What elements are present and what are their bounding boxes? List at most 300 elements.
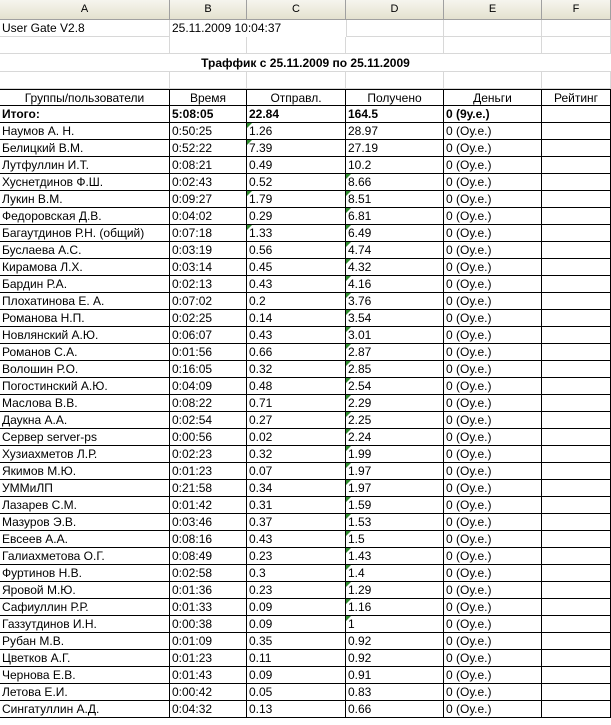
number-stored-as-text-indicator-icon [346, 480, 351, 485]
received-cell[interactable] [346, 395, 444, 412]
time-cell[interactable]: 0:01:09 [170, 633, 247, 650]
received-cell-value: 2.85 [348, 362, 372, 376]
rating-cell[interactable] [542, 599, 611, 616]
user-name-cell[interactable]: Хуснетдинов Ф.Ш. [0, 174, 170, 191]
header-money[interactable]: Деньги [444, 89, 542, 106]
money-cell[interactable]: 0 (Оу.е.) [444, 514, 542, 531]
time-cell[interactable]: 0:01:23 [170, 463, 247, 480]
received-cell[interactable] [346, 378, 444, 395]
empty-cell[interactable] [542, 37, 611, 54]
money-cell[interactable]: 0 (Оу.е.) [444, 191, 542, 208]
money-cell[interactable]: 0 (Оу.е.) [444, 378, 542, 395]
sent-cell[interactable]: 0.29 [247, 208, 346, 225]
user-name-cell[interactable]: УММиЛП [0, 480, 170, 497]
sent-cell[interactable]: 0.14 [247, 310, 346, 327]
sent-cell[interactable] [247, 191, 346, 208]
empty-cell[interactable] [346, 20, 444, 37]
received-cell-value: 2.24 [348, 430, 372, 444]
total-label[interactable]: Итого: [0, 106, 170, 123]
sent-cell-value: 7.39 [249, 141, 273, 155]
user-name-cell[interactable]: Плохатинова Е. А. [0, 293, 170, 310]
number-stored-as-text-indicator-icon [247, 123, 252, 128]
table-row [0, 667, 611, 684]
column-header-f[interactable]: F [542, 0, 611, 19]
rating-cell[interactable] [542, 616, 611, 633]
number-stored-as-text-indicator-icon [346, 378, 351, 383]
user-name-cell[interactable]: Хузиахметов Л.Р. [0, 446, 170, 463]
sent-cell[interactable]: 0.2 [247, 293, 346, 310]
time-cell[interactable]: 0:07:02 [170, 293, 247, 310]
user-name-cell[interactable]: Галиахметова О.Г. [0, 548, 170, 565]
table-row [0, 344, 611, 361]
rating-cell[interactable] [542, 123, 611, 140]
rating-cell[interactable] [542, 446, 611, 463]
sent-cell[interactable]: 0.27 [247, 412, 346, 429]
money-cell[interactable]: 0 (Оу.е.) [444, 565, 542, 582]
user-name-cell[interactable]: Бардин Р.А. [0, 276, 170, 293]
sent-cell[interactable]: 0.52 [247, 174, 346, 191]
sent-cell[interactable]: 0.56 [247, 242, 346, 259]
received-cell-value: 8.66 [348, 175, 372, 189]
received-cell[interactable]: 0.92 [346, 633, 444, 650]
time-cell[interactable]: 0:00:38 [170, 616, 247, 633]
money-cell[interactable]: 0 (Оу.е.) [444, 395, 542, 412]
table-row [0, 531, 611, 548]
sent-cell[interactable]: 0.49 [247, 157, 346, 174]
number-stored-as-text-indicator-icon [346, 310, 351, 315]
rating-cell[interactable] [542, 582, 611, 599]
number-stored-as-text-indicator-icon [346, 446, 351, 451]
empty-cell[interactable] [542, 72, 611, 89]
total-money[interactable]: 0 (9у.е.) [444, 106, 542, 123]
time-cell[interactable]: 0:03:14 [170, 259, 247, 276]
number-stored-as-text-indicator-icon [346, 565, 351, 570]
user-name-cell[interactable]: Якимов М.Ю. [0, 463, 170, 480]
money-cell[interactable]: 0 (Оу.е.) [444, 497, 542, 514]
total-rating[interactable] [542, 106, 611, 123]
time-cell[interactable]: 0:09:27 [170, 191, 247, 208]
sent-cell[interactable]: 0.3 [247, 565, 346, 582]
time-cell[interactable]: 0:02:23 [170, 446, 247, 463]
user-name-cell[interactable]: Буслаева А.С. [0, 242, 170, 259]
received-cell[interactable] [346, 344, 444, 361]
sent-cell[interactable]: 0.32 [247, 361, 346, 378]
rating-cell[interactable] [542, 259, 611, 276]
received-cell[interactable]: 0.91 [346, 667, 444, 684]
received-cell-value: 3.76 [348, 294, 372, 308]
rating-cell[interactable] [542, 395, 611, 412]
rating-cell[interactable] [542, 667, 611, 684]
rating-cell[interactable] [542, 344, 611, 361]
sent-cell[interactable]: 0.09 [247, 616, 346, 633]
user-name-cell[interactable]: Наумов А. Н. [0, 123, 170, 140]
column-header-a[interactable]: A [0, 0, 170, 19]
user-name-cell[interactable]: Маслова В.В. [0, 395, 170, 412]
money-cell[interactable]: 0 (Оу.е.) [444, 633, 542, 650]
time-cell[interactable]: 0:04:09 [170, 378, 247, 395]
money-cell[interactable]: 0 (Оу.е.) [444, 701, 542, 718]
total-sent[interactable]: 22.84 [247, 106, 346, 123]
received-cell-value: 4.74 [348, 243, 372, 257]
rating-cell[interactable] [542, 157, 611, 174]
time-cell[interactable]: 0:50:25 [170, 123, 247, 140]
received-cell[interactable] [346, 514, 444, 531]
user-name-cell[interactable]: Погостинский А.Ю. [0, 378, 170, 395]
table-row [0, 650, 611, 667]
money-cell[interactable]: 0 (Оу.е.) [444, 582, 542, 599]
table-row [0, 548, 611, 565]
user-name-cell[interactable]: Сафиуллин Р.Р. [0, 599, 170, 616]
table-row [0, 361, 611, 378]
money-cell[interactable]: 0 (Оу.е.) [444, 548, 542, 565]
time-cell[interactable]: 0:03:46 [170, 514, 247, 531]
datetime-cell[interactable]: 25.11.2009 10:04:37 [172, 21, 282, 35]
table-row [0, 276, 611, 293]
user-name-cell[interactable]: Романов С.А. [0, 344, 170, 361]
user-name-cell[interactable]: Даукна А.А. [0, 412, 170, 429]
received-cell[interactable] [346, 259, 444, 276]
received-cell[interactable] [346, 446, 444, 463]
sent-cell[interactable]: 0.48 [247, 378, 346, 395]
money-cell[interactable]: 0 (Оу.е.) [444, 157, 542, 174]
rating-cell[interactable] [542, 684, 611, 701]
number-stored-as-text-indicator-icon [346, 463, 351, 468]
empty-cell[interactable] [444, 20, 542, 37]
sent-cell[interactable]: 0.09 [247, 667, 346, 684]
header-rating[interactable]: Рейтинг [542, 89, 611, 106]
empty-cell[interactable] [346, 72, 444, 89]
money-cell[interactable]: 0 (Оу.е.) [444, 531, 542, 548]
money-cell[interactable]: 0 (Оу.е.) [444, 123, 542, 140]
sent-cell[interactable]: 0.07 [247, 463, 346, 480]
received-cell[interactable]: 28.97 [346, 123, 444, 140]
number-stored-as-text-indicator-icon [346, 412, 351, 417]
blank-row [0, 37, 611, 54]
money-cell[interactable]: 0 (Оу.е.) [444, 667, 542, 684]
time-cell[interactable]: 0:01:23 [170, 650, 247, 667]
received-cell[interactable] [346, 191, 444, 208]
received-cell[interactable] [346, 531, 444, 548]
table-row [0, 395, 611, 412]
header-received[interactable]: Получено [346, 89, 444, 106]
column-header-d[interactable]: D [346, 0, 444, 19]
sent-cell[interactable] [247, 140, 346, 157]
money-cell[interactable]: 0 (Оу.е.) [444, 650, 542, 667]
time-cell[interactable]: 0:04:32 [170, 701, 247, 718]
received-cell[interactable] [346, 242, 444, 259]
time-cell[interactable]: 0:04:02 [170, 208, 247, 225]
table-row [0, 684, 611, 701]
user-name-cell[interactable]: Газзутдинов И.Н. [0, 616, 170, 633]
time-cell[interactable]: 0:08:49 [170, 548, 247, 565]
header-groups-users[interactable]: Группы/пользователи [0, 89, 170, 106]
number-stored-as-text-indicator-icon [346, 395, 351, 400]
rating-cell[interactable] [542, 276, 611, 293]
rating-cell[interactable] [542, 701, 611, 718]
table-row [0, 480, 611, 497]
received-cell[interactable] [346, 310, 444, 327]
header-time[interactable]: Время [170, 89, 247, 106]
empty-cell[interactable] [444, 37, 542, 54]
user-name-cell[interactable]: Летова Е.И. [0, 684, 170, 701]
user-name-cell[interactable]: Федоровская Д.В. [0, 208, 170, 225]
received-cell[interactable]: 0.66 [346, 701, 444, 718]
received-cell-value: 1.29 [348, 583, 372, 597]
number-stored-as-text-indicator-icon [346, 327, 351, 332]
received-cell[interactable] [346, 412, 444, 429]
received-cell[interactable] [346, 429, 444, 446]
rating-cell[interactable] [542, 463, 611, 480]
user-name-cell[interactable]: Лутфуллин И.Т. [0, 157, 170, 174]
sent-cell[interactable]: 0.31 [247, 497, 346, 514]
table-header-row [0, 89, 611, 106]
rating-cell[interactable] [542, 548, 611, 565]
rating-cell[interactable] [542, 327, 611, 344]
received-cell[interactable]: 27.19 [346, 140, 444, 157]
sent-cell[interactable]: 0.43 [247, 276, 346, 293]
table-row [0, 123, 611, 140]
empty-cell[interactable] [346, 37, 444, 54]
number-stored-as-text-indicator-icon [247, 140, 252, 145]
sent-cell[interactable]: 0.05 [247, 684, 346, 701]
money-cell[interactable]: 0 (Оу.е.) [444, 361, 542, 378]
received-cell[interactable] [346, 208, 444, 225]
received-cell[interactable] [346, 599, 444, 616]
sent-cell[interactable]: 0.66 [247, 344, 346, 361]
rating-cell[interactable] [542, 378, 611, 395]
sent-cell[interactable]: 0.37 [247, 514, 346, 531]
empty-cell[interactable] [542, 20, 611, 37]
user-name-cell[interactable]: Белицкий В.М. [0, 140, 170, 157]
money-cell[interactable]: 0 (Оу.е.) [444, 225, 542, 242]
time-cell[interactable]: 0:01:56 [170, 344, 247, 361]
received-cell[interactable]: 0.83 [346, 684, 444, 701]
received-cell[interactable] [346, 174, 444, 191]
time-cell[interactable]: 0:21:58 [170, 480, 247, 497]
received-cell[interactable] [346, 361, 444, 378]
empty-cell[interactable] [170, 72, 247, 89]
received-cell[interactable] [346, 225, 444, 242]
user-name-cell[interactable]: Фуртинов Н.В. [0, 565, 170, 582]
sent-cell[interactable] [247, 123, 346, 140]
empty-cell[interactable] [247, 72, 346, 89]
rating-cell[interactable] [542, 480, 611, 497]
table-row [0, 582, 611, 599]
sent-cell[interactable]: 0.35 [247, 633, 346, 650]
user-name-cell[interactable]: Сингатуллин А.Д. [0, 701, 170, 718]
app-name-cell[interactable]: User Gate V2.8 [0, 20, 170, 37]
time-cell[interactable]: 0:02:43 [170, 174, 247, 191]
time-cell[interactable]: 0:02:25 [170, 310, 247, 327]
rating-cell[interactable] [542, 565, 611, 582]
user-name-cell[interactable]: Лазарев С.М. [0, 497, 170, 514]
sent-cell[interactable]: 0.71 [247, 395, 346, 412]
time-cell[interactable]: 0:52:22 [170, 140, 247, 157]
empty-cell[interactable] [247, 37, 346, 54]
time-cell[interactable]: 0:01:33 [170, 599, 247, 616]
received-cell[interactable] [346, 463, 444, 480]
received-cell-value: 1.53 [348, 515, 372, 529]
sent-cell[interactable]: 0.43 [247, 531, 346, 548]
rating-cell[interactable] [542, 293, 611, 310]
received-cell[interactable] [346, 293, 444, 310]
user-name-cell[interactable]: Кирамова Л.Х. [0, 259, 170, 276]
user-name-cell[interactable]: Мазуров Э.В. [0, 514, 170, 531]
total-received[interactable]: 164.5 [346, 106, 444, 123]
money-cell[interactable]: 0 (Оу.е.) [444, 616, 542, 633]
rating-cell[interactable] [542, 497, 611, 514]
sent-cell[interactable]: 0.09 [247, 599, 346, 616]
money-cell[interactable]: 0 (Оу.е.) [444, 208, 542, 225]
money-cell[interactable]: 0 (Оу.е.) [444, 276, 542, 293]
sent-cell[interactable]: 0.02 [247, 429, 346, 446]
user-name-cell[interactable]: Цветков А.Г. [0, 650, 170, 667]
money-cell[interactable]: 0 (Оу.е.) [444, 293, 542, 310]
empty-cell[interactable] [0, 72, 170, 89]
money-cell[interactable]: 0 (Оу.е.) [444, 344, 542, 361]
table-row [0, 157, 611, 174]
time-cell[interactable]: 0:01:36 [170, 582, 247, 599]
received-cell[interactable]: 0.92 [346, 650, 444, 667]
number-stored-as-text-indicator-icon [346, 225, 351, 230]
user-name-cell[interactable]: Романова Н.П. [0, 310, 170, 327]
received-cell[interactable] [346, 616, 444, 633]
rating-cell[interactable] [542, 650, 611, 667]
rating-cell[interactable] [542, 225, 611, 242]
time-cell[interactable]: 0:16:05 [170, 361, 247, 378]
time-cell[interactable]: 0:00:42 [170, 684, 247, 701]
money-cell[interactable]: 0 (Оу.е.) [444, 599, 542, 616]
sent-cell[interactable]: 0.43 [247, 327, 346, 344]
rating-cell[interactable] [542, 174, 611, 191]
sent-cell-value: 1.79 [249, 192, 273, 206]
rating-cell[interactable] [542, 191, 611, 208]
user-name-cell[interactable]: Яровой М.Ю. [0, 582, 170, 599]
received-cell[interactable] [346, 565, 444, 582]
user-name-cell[interactable]: Волошин Р.О. [0, 361, 170, 378]
time-cell[interactable]: 0:08:22 [170, 395, 247, 412]
sent-cell[interactable]: 0.11 [247, 650, 346, 667]
received-cell-value: 4.16 [348, 277, 372, 291]
table-row [0, 633, 611, 650]
rating-cell[interactable] [542, 514, 611, 531]
number-stored-as-text-indicator-icon [346, 599, 351, 604]
money-cell[interactable]: 0 (Оу.е.) [444, 242, 542, 259]
rating-cell[interactable] [542, 242, 611, 259]
number-stored-as-text-indicator-icon [346, 616, 351, 621]
received-cell-value: 2.25 [348, 413, 372, 427]
received-cell[interactable] [346, 582, 444, 599]
received-cell[interactable] [346, 276, 444, 293]
empty-cell[interactable] [170, 37, 247, 54]
money-cell[interactable]: 0 (Оу.е.) [444, 684, 542, 701]
time-cell[interactable]: 0:08:16 [170, 531, 247, 548]
time-cell[interactable]: 0:06:07 [170, 327, 247, 344]
number-stored-as-text-indicator-icon [346, 361, 351, 366]
user-name-cell[interactable]: Рубан М.В. [0, 633, 170, 650]
rating-cell[interactable] [542, 531, 611, 548]
received-cell-value: 4.32 [348, 260, 372, 274]
column-header-e[interactable]: E [444, 0, 542, 19]
table-row [0, 565, 611, 582]
time-cell[interactable]: 0:07:18 [170, 225, 247, 242]
received-cell[interactable] [346, 327, 444, 344]
time-cell[interactable]: 0:01:43 [170, 667, 247, 684]
column-header-c[interactable]: C [247, 0, 346, 19]
money-cell[interactable]: 0 (Оу.е.) [444, 480, 542, 497]
table-row [0, 259, 611, 276]
rating-cell[interactable] [542, 412, 611, 429]
money-cell[interactable]: 0 (Оу.е.) [444, 446, 542, 463]
user-name-cell[interactable]: Новлянский А.Ю. [0, 327, 170, 344]
user-name-cell[interactable]: Багаутдинов Р.Н. (общий) [0, 225, 170, 242]
rating-cell[interactable] [542, 633, 611, 650]
table-row [0, 429, 611, 446]
sent-cell[interactable] [247, 225, 346, 242]
user-name-cell[interactable]: Лукин В.М. [0, 191, 170, 208]
time-cell[interactable]: 0:00:56 [170, 429, 247, 446]
number-stored-as-text-indicator-icon [346, 191, 351, 196]
empty-cell[interactable] [444, 72, 542, 89]
user-name-cell[interactable]: Чернова Е.В. [0, 667, 170, 684]
received-cell-value: 3.01 [348, 328, 372, 342]
rating-cell[interactable] [542, 310, 611, 327]
report-title[interactable]: Траффик с 25.11.2009 по 25.11.2009 [0, 54, 611, 72]
table-row [0, 140, 611, 157]
header-sent[interactable]: Отправл. [247, 89, 346, 106]
money-cell[interactable]: 0 (Оу.е.) [444, 259, 542, 276]
money-cell[interactable]: 0 (Оу.е.) [444, 174, 542, 191]
received-cell[interactable] [346, 497, 444, 514]
title-row [0, 54, 611, 72]
user-name-cell[interactable]: Евсеев А.А. [0, 531, 170, 548]
time-cell[interactable]: 0:03:19 [170, 242, 247, 259]
sent-cell[interactable]: 0.23 [247, 548, 346, 565]
column-header-b[interactable]: B [170, 0, 247, 19]
money-cell[interactable]: 0 (Оу.е.) [444, 310, 542, 327]
user-name-cell[interactable]: Сервер server-ps [0, 429, 170, 446]
money-cell[interactable]: 0 (Оу.е.) [444, 327, 542, 344]
time-cell[interactable]: 0:08:21 [170, 157, 247, 174]
rating-cell[interactable] [542, 140, 611, 157]
time-cell[interactable]: 0:02:13 [170, 276, 247, 293]
table-row [0, 497, 611, 514]
received-cell-value: 1.97 [348, 481, 372, 495]
received-cell[interactable] [346, 480, 444, 497]
time-cell[interactable]: 0:01:42 [170, 497, 247, 514]
sent-cell[interactable]: 0.23 [247, 582, 346, 599]
sent-cell[interactable]: 0.13 [247, 701, 346, 718]
empty-cell[interactable] [0, 37, 170, 54]
table-row [0, 293, 611, 310]
money-cell[interactable]: 0 (Оу.е.) [444, 412, 542, 429]
money-cell[interactable]: 0 (Оу.е.) [444, 140, 542, 157]
received-cell[interactable]: 10.2 [346, 157, 444, 174]
rating-cell[interactable] [542, 429, 611, 446]
rating-cell[interactable] [542, 361, 611, 378]
rating-cell[interactable] [542, 208, 611, 225]
sent-cell[interactable]: 0.34 [247, 480, 346, 497]
received-cell[interactable] [346, 548, 444, 565]
sent-cell[interactable]: 0.32 [247, 446, 346, 463]
money-cell[interactable]: 0 (Оу.е.) [444, 429, 542, 446]
sent-cell[interactable]: 0.45 [247, 259, 346, 276]
total-time[interactable]: 5:08:05 [170, 106, 247, 123]
time-cell[interactable]: 0:02:54 [170, 412, 247, 429]
time-cell[interactable]: 0:02:58 [170, 565, 247, 582]
column-header-bar [0, 0, 611, 20]
money-cell[interactable]: 0 (Оу.е.) [444, 463, 542, 480]
